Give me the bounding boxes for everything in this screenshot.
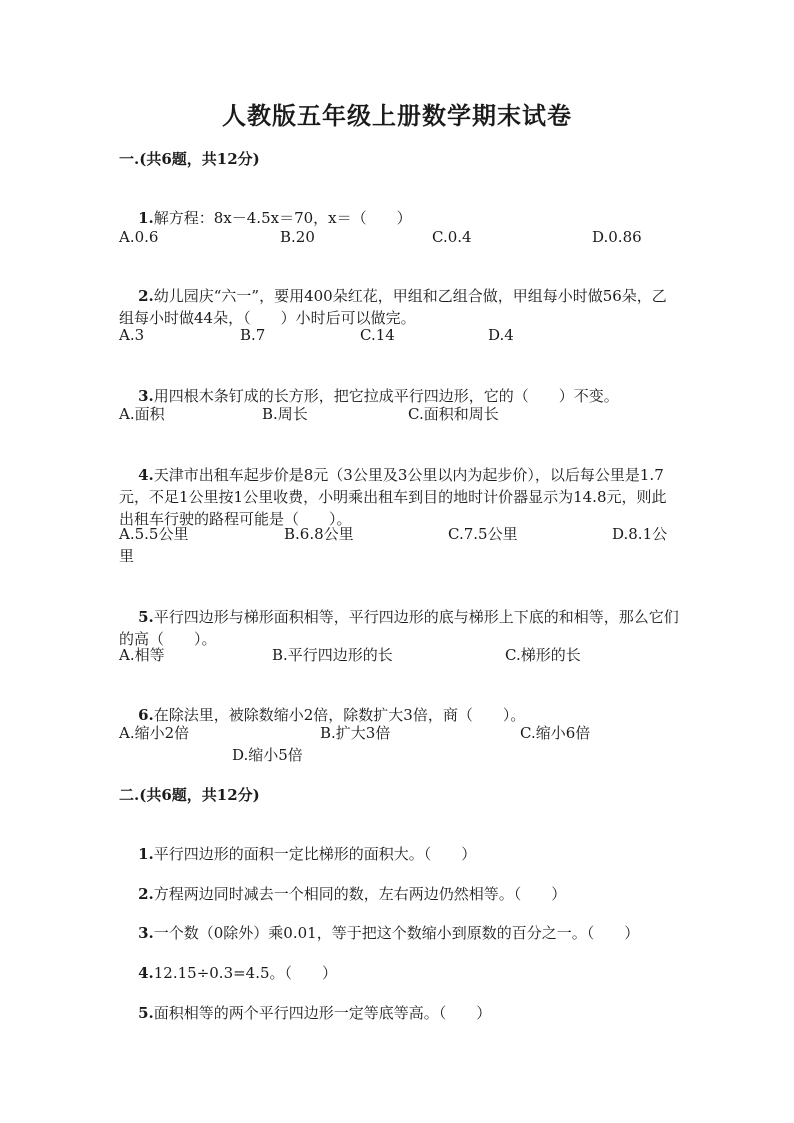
option-b: B.20 bbox=[280, 228, 315, 246]
option-c: C.14 bbox=[360, 326, 395, 344]
option-a: A.3 bbox=[119, 326, 145, 344]
question-number: 1. bbox=[138, 209, 154, 227]
question-text: 天津市出租车起步价是8元（3公里及3公里以内为起步价），以后每公里是1.7元，不足1公里按1公里收费，小明乘出租车到目的地时计价器显示为14.8元，则此出租车行驶的路程可能是（ ）。 bbox=[119, 466, 667, 528]
option-a: A.面积 bbox=[119, 405, 165, 423]
option-a: A.0.6 bbox=[119, 228, 159, 246]
option-c: C.缩小6倍 bbox=[520, 724, 591, 742]
option-a: A.5.5公里 bbox=[119, 525, 189, 543]
page-title: 人教版五年级上册数学期末试卷 bbox=[222, 101, 572, 130]
option-a: A.相等 bbox=[119, 646, 165, 664]
question-number: 5. bbox=[138, 1004, 154, 1022]
question-text: 12.15÷0.3=4.5。（ ） bbox=[153, 964, 338, 982]
question-number: 2. bbox=[138, 287, 154, 305]
option-d: D.4 bbox=[488, 326, 514, 344]
option-c: C.7.5公里 bbox=[448, 525, 518, 543]
question-text: 幼儿园庆“六一”，要用400朵红花，甲组和乙组合做，甲组每小时做56朵，乙组每小时做44朵，（ ）小时后可以做完。 bbox=[119, 287, 667, 327]
option-d: D.8.1公 bbox=[612, 525, 668, 543]
question-number: 1. bbox=[138, 845, 154, 863]
question-text: 平行四边形的面积一定比梯形的面积大。（ ） bbox=[153, 845, 477, 863]
question-number: 4. bbox=[138, 964, 154, 982]
option-a: A.缩小2倍 bbox=[119, 724, 190, 742]
question-text: 方程两边同时减去一个相同的数，左右两边仍然相等。（ ） bbox=[153, 885, 567, 903]
question-1-2 bbox=[119, 263, 679, 351]
option-b: B.扩大3倍 bbox=[320, 724, 391, 742]
option-c: C.0.4 bbox=[432, 228, 472, 246]
question-1-6 bbox=[119, 682, 679, 748]
option-b: B.6.8公里 bbox=[284, 525, 354, 543]
option-b: B.7 bbox=[240, 326, 266, 344]
question-text: 用四根木条钉成的长方形，把它拉成平行四边形，它的（ ）不变。 bbox=[153, 387, 619, 405]
section-1-heading: 一.(共6题，共12分) bbox=[119, 150, 260, 168]
section-2-heading: 二.(共6题，共12分) bbox=[119, 786, 260, 804]
question-text: 一个数（0除外）乘0.01，等于把这个数缩小到原数的百分之一。（ ） bbox=[153, 924, 640, 942]
question-text: 解方程：8x－4.5x＝70，x＝（ ） bbox=[153, 209, 412, 227]
question-1-4 bbox=[119, 442, 679, 552]
option-b: B.平行四边形的长 bbox=[272, 646, 393, 664]
option-d: D.0.86 bbox=[592, 228, 642, 246]
question-number: 5. bbox=[138, 608, 154, 626]
question-number: 3. bbox=[138, 387, 154, 405]
question-1-5 bbox=[119, 584, 679, 672]
question-text: 平行四边形与梯形面积相等，平行四边形的底与梯形上下底的和相等，那么它们的高（ ）。 bbox=[119, 608, 679, 648]
question-2-5 bbox=[119, 980, 679, 1046]
option-d-wrap: 里 bbox=[119, 547, 135, 565]
question-number: 6. bbox=[138, 706, 154, 724]
question-text: 面积相等的两个平行四边形一定等底等高。（ ） bbox=[153, 1004, 492, 1022]
question-1-3 bbox=[119, 363, 679, 429]
question-number: 4. bbox=[138, 466, 154, 484]
question-text: 在除法里，被除数缩小2倍，除数扩大3倍，商（ ）。 bbox=[153, 706, 526, 724]
option-d: D.缩小5倍 bbox=[232, 746, 303, 764]
question-number: 2. bbox=[138, 885, 154, 903]
option-b: B.周长 bbox=[262, 405, 308, 423]
question-number: 3. bbox=[138, 924, 154, 942]
option-c: C.面积和周长 bbox=[408, 405, 499, 423]
option-c: C.梯形的长 bbox=[505, 646, 581, 664]
